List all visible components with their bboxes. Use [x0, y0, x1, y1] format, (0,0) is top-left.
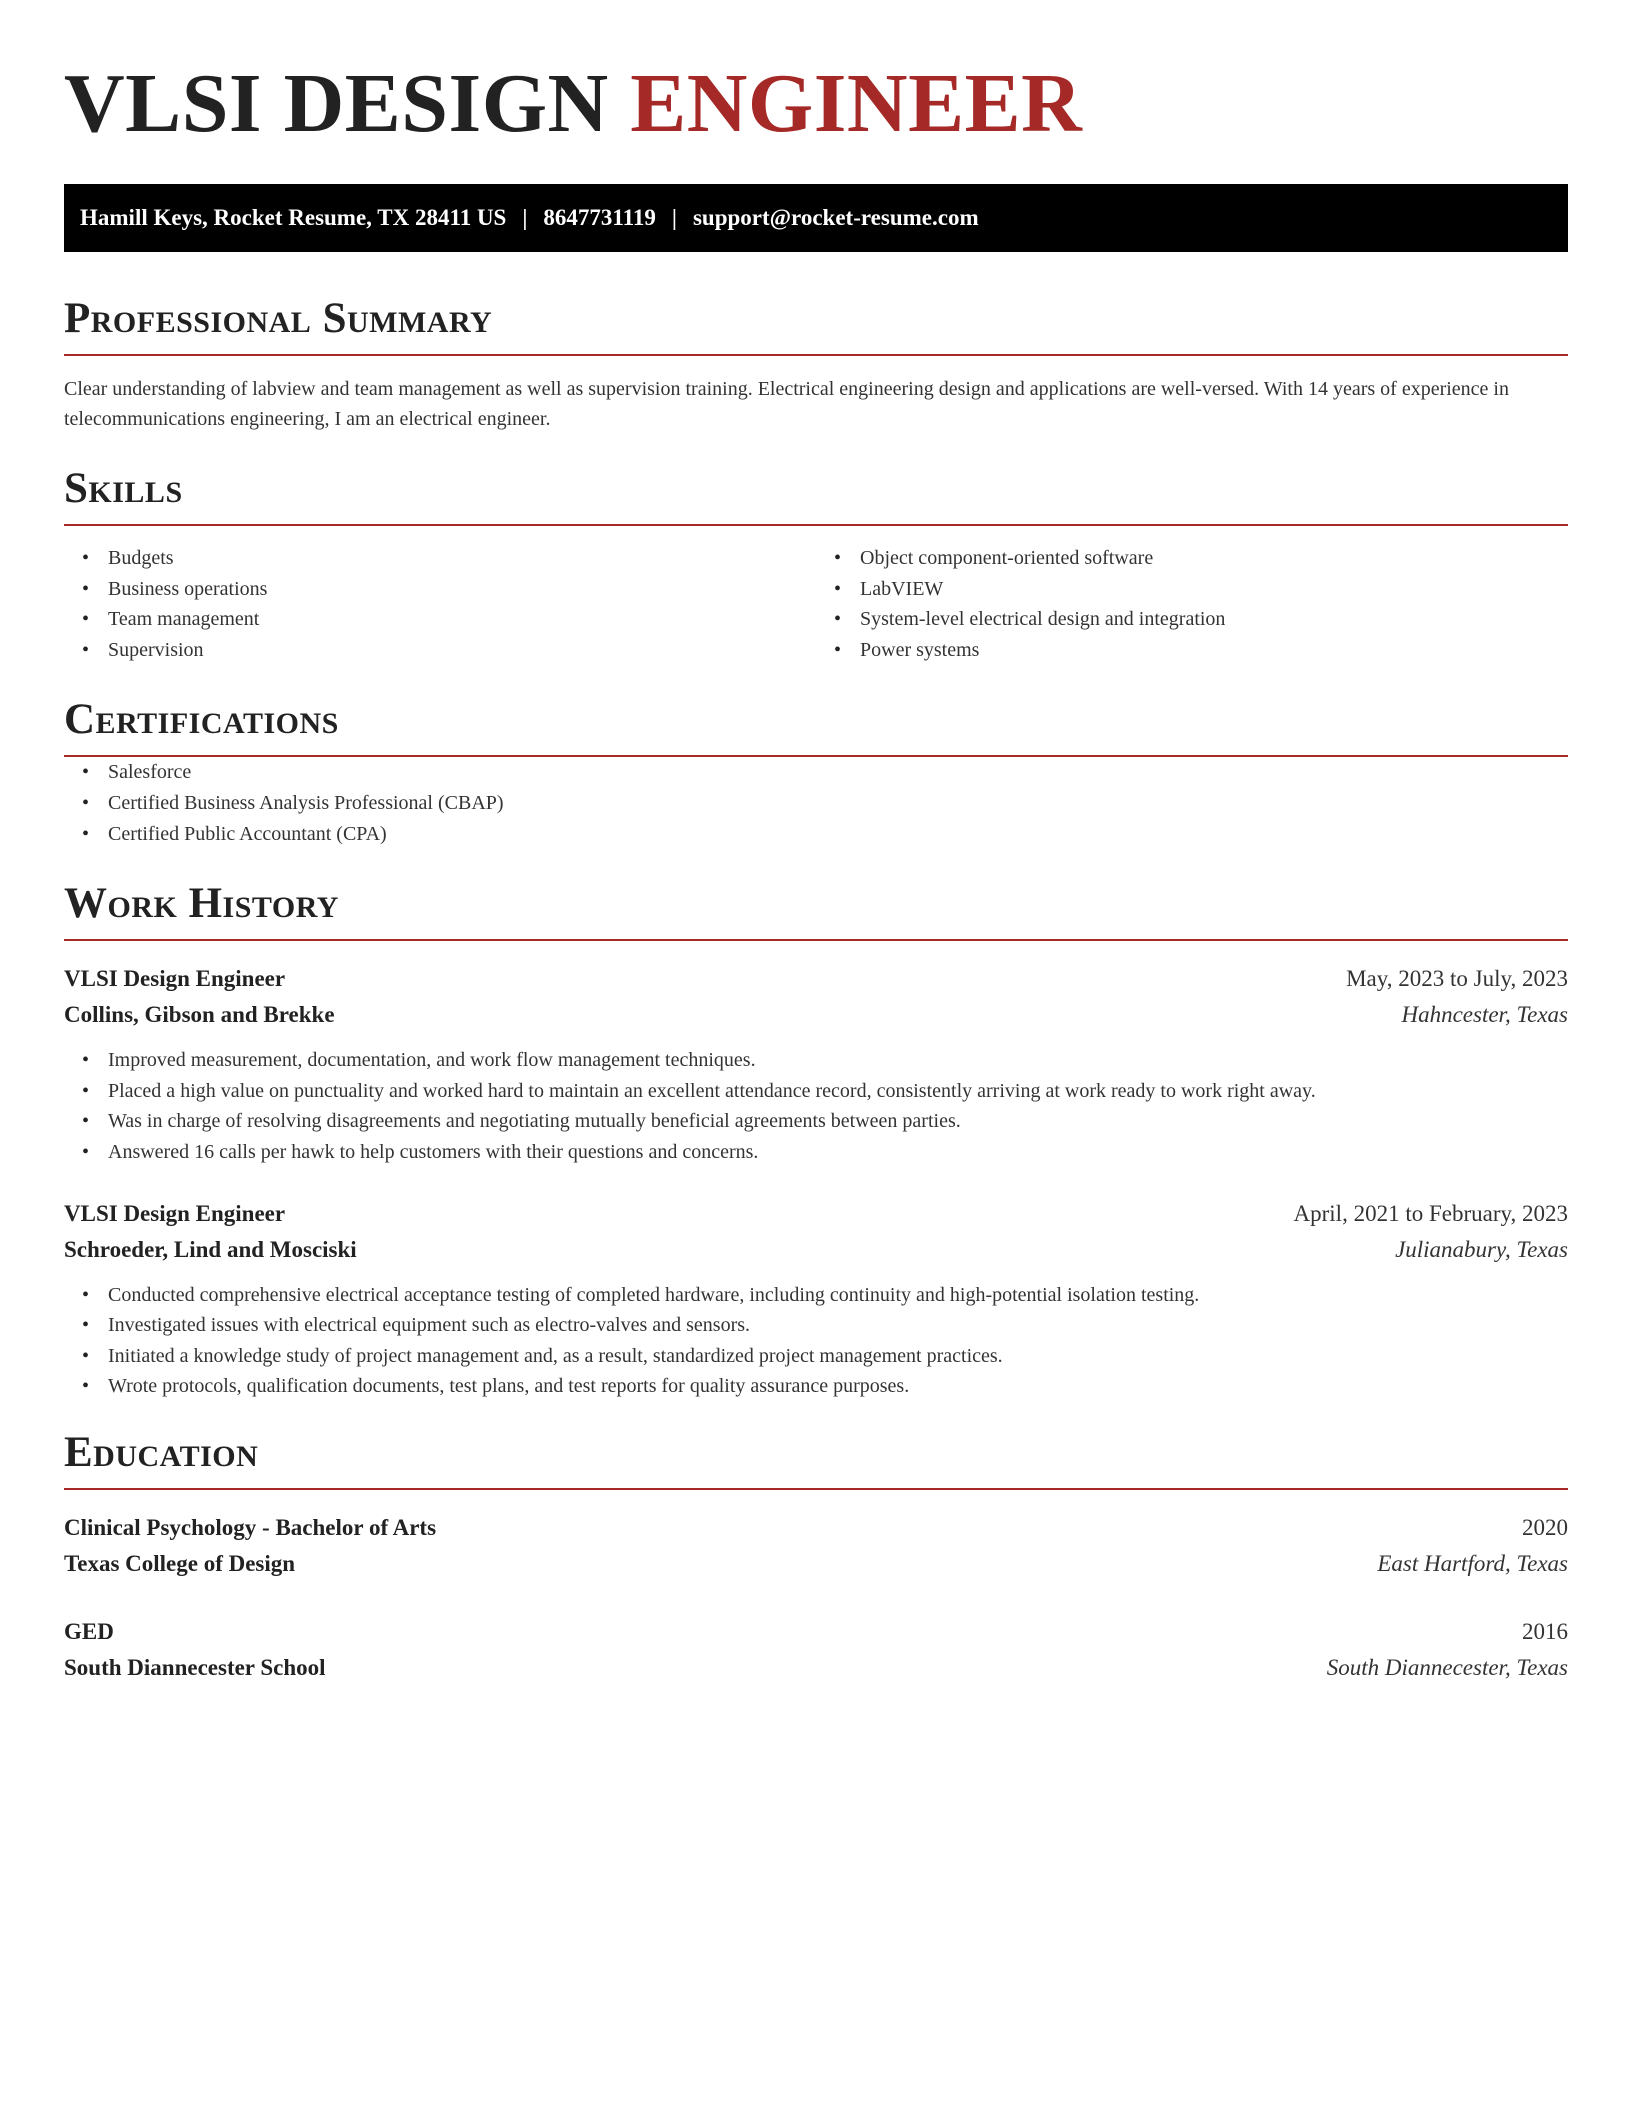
job-bullet: • Conducted comprehensive electrical acceptance testing of completed hardware, including continuity and high-potential isolation testing.	[108, 1280, 1568, 1311]
education-school: Texas College of Design	[64, 1550, 296, 1576]
job-bullets	[64, 1280, 1568, 1402]
contact-separator: |	[671, 205, 677, 230]
job-header-row	[64, 1196, 1568, 1232]
resume-title	[64, 58, 1568, 150]
education-degree-row	[64, 1614, 1568, 1650]
education-entry	[64, 1510, 1568, 1582]
skills-column-right	[816, 543, 1568, 665]
job-location: Julianabury, Texas	[1395, 1236, 1568, 1262]
contact-bar	[64, 184, 1568, 252]
job-bullet: • Placed a high value on punctuality and worked hard to maintain an excellent attendance record, consistently arriving at work ready to work right away.	[108, 1076, 1568, 1107]
summary-text: Clear understanding of labview and team management as well as supervision training. Electrical engineering design and applications are well-versed. With 14 years of experience in telecommunications engineering, I am an electrical engineer.	[64, 378, 1509, 430]
job-bullet: • Improved measurement, documentation, and work flow management techniques.	[108, 1045, 1568, 1076]
education-location: East Hartford, Texas	[1377, 1550, 1568, 1576]
job-company-row	[64, 1232, 1568, 1268]
section-heading: Work History	[64, 880, 339, 928]
job-dates: April, 2021 to February, 2023	[1293, 1200, 1568, 1226]
skills-section	[64, 464, 1568, 665]
section-heading: Certifications	[64, 696, 339, 744]
certifications-section	[64, 695, 1568, 849]
skill-item: • Business operations	[108, 574, 816, 605]
skills-list	[816, 543, 1568, 665]
education-year: 2020	[1522, 1514, 1568, 1540]
job-dates: May, 2023 to July, 2023	[1346, 966, 1568, 992]
education-school-row	[64, 1546, 1568, 1582]
section-divider	[64, 939, 1568, 941]
job-title: VLSI Design Engineer	[64, 966, 286, 992]
work-history-section	[64, 879, 1568, 1402]
job-company-row	[64, 997, 1568, 1033]
education-entry	[64, 1614, 1568, 1686]
job-bullets	[64, 1045, 1568, 1167]
education-school: South Diannecester School	[64, 1654, 326, 1680]
education-degree: Clinical Psychology - Bachelor of Arts	[64, 1514, 437, 1540]
section-heading: Skills	[64, 465, 183, 512]
section-heading: Professional Summary	[64, 295, 493, 342]
professional-summary-section	[64, 294, 1568, 434]
certifications-list	[64, 757, 1568, 849]
skill-item: • Team management	[108, 604, 816, 635]
education-degree-row	[64, 1510, 1568, 1546]
job-bullet: • Wrote protocols, qualification documents, test plans, and test reports for quality assurance purposes.	[108, 1371, 1568, 1402]
section-divider	[64, 354, 1568, 356]
job-bullet: • Was in charge of resolving disagreements and negotiating mutually beneficial agreements between parties.	[108, 1106, 1568, 1137]
title-main: VLSI DESIGN	[64, 57, 609, 150]
job-bullet: • Investigated issues with electrical equipment such as electro-valves and sensors.	[108, 1310, 1568, 1341]
skills-list	[64, 543, 816, 665]
certification-item: • Certified Business Analysis Professional (CBAP)	[108, 788, 1568, 819]
certification-item: • Certified Public Accountant (CPA)	[108, 819, 1568, 850]
job-bullet: • Answered 16 calls per hawk to help customers with their questions and concerns.	[108, 1137, 1568, 1168]
education-degree: GED	[64, 1618, 114, 1644]
skill-item: • System-level electrical design and integration	[860, 604, 1568, 635]
skills-columns	[64, 543, 1568, 665]
job-title: VLSI Design Engineer	[64, 1200, 286, 1226]
contact-separator: |	[522, 205, 528, 230]
skill-item: • LabVIEW	[860, 574, 1568, 605]
education-location: South Diannecester, Texas	[1326, 1654, 1568, 1680]
job-company: Collins, Gibson and Brekke	[64, 1002, 335, 1028]
skill-item: • Power systems	[860, 635, 1568, 666]
contact-phone: 8647731119	[543, 205, 656, 230]
job-bullet: • Initiated a knowledge study of project management and, as a result, standardized project management practices.	[108, 1341, 1568, 1372]
skills-column-left	[64, 543, 816, 665]
certification-item: • Salesforce	[108, 757, 1568, 788]
job-header-row	[64, 961, 1568, 997]
title-accent: ENGINEER	[630, 57, 1083, 150]
contact-address: Hamill Keys, Rocket Resume, TX 28411 US	[80, 205, 507, 230]
skill-item: • Object component-oriented software	[860, 543, 1568, 574]
section-divider	[64, 524, 1568, 526]
job-location: Hahncester, Texas	[1401, 1002, 1568, 1028]
contact-email: support@rocket-resume.com	[692, 205, 979, 230]
education-school-row	[64, 1650, 1568, 1686]
section-heading: Education	[64, 1428, 259, 1476]
skill-item: • Supervision	[108, 635, 816, 666]
education-section	[64, 1428, 1568, 1686]
job-entry	[64, 961, 1568, 1167]
skill-item: • Budgets	[108, 543, 816, 574]
job-company: Schroeder, Lind and Mosciski	[64, 1236, 357, 1262]
section-divider	[64, 1488, 1568, 1490]
job-entry	[64, 1196, 1568, 1402]
education-year: 2016	[1522, 1618, 1568, 1644]
